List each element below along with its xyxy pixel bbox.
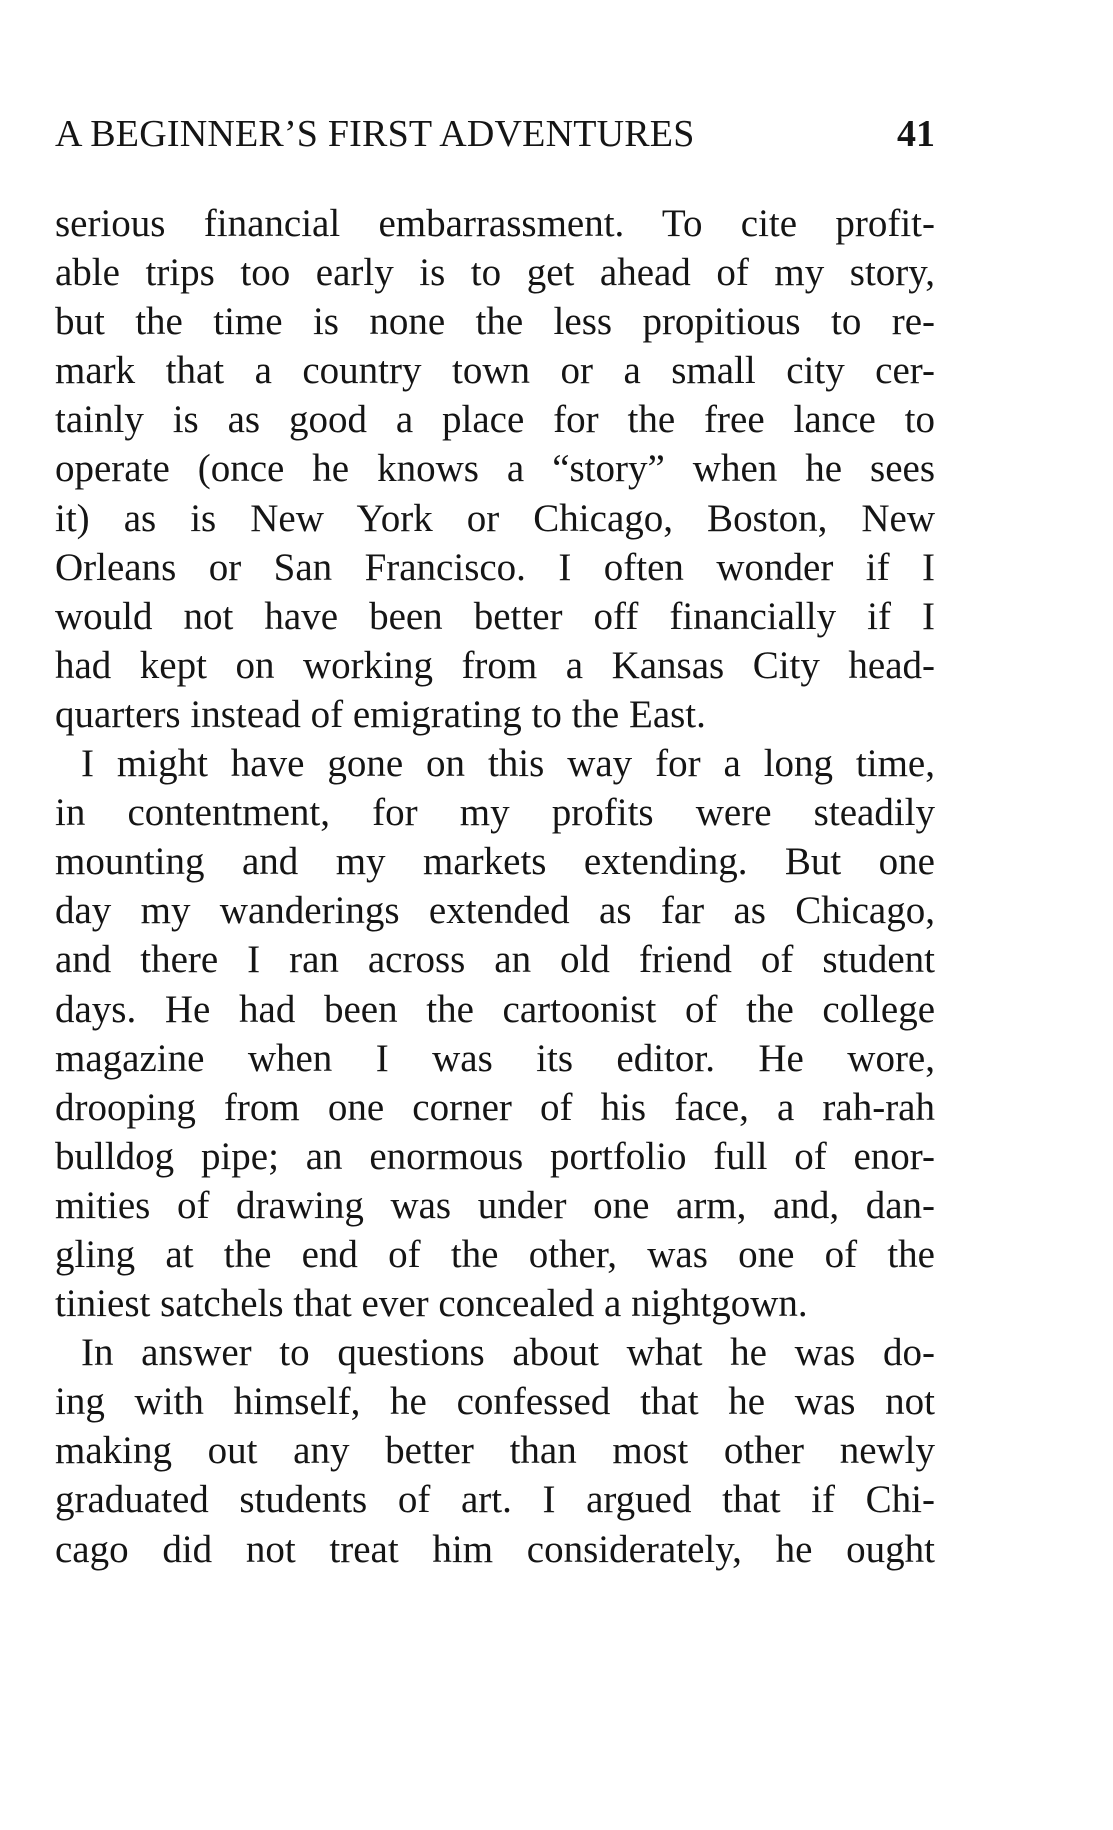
text-line: day my wanderings extended as far as Chicago,	[55, 889, 935, 933]
text-line: mark that a country town or a small city cer-	[55, 349, 935, 393]
text-line: graduated students of art. I argued that if Chi-	[55, 1478, 935, 1522]
paragraph-first-line: I might have gone on this way for a long time,	[81, 742, 935, 786]
text-line: and there I ran across an old friend of student	[55, 938, 935, 982]
paragraph-first-line: In answer to questions about what he was do-	[81, 1331, 935, 1375]
text-line: Orleans or San Francisco. I often wonder if I	[55, 545, 935, 589]
running-title: A BEGINNER’S FIRST ADVENTURES	[55, 113, 695, 155]
text-line: it) as is New York or Chicago, Boston, New	[55, 496, 935, 540]
text-line: tainly is as good a place for the free lance to	[55, 398, 935, 442]
text-line: in contentment, for my profits were steadily	[55, 791, 935, 835]
text-line: would not have been better off financially if I	[55, 594, 935, 638]
text-line: days. He had been the cartoonist of the college	[55, 987, 935, 1031]
text-line: mities of drawing was under one arm, and, dan-	[55, 1183, 935, 1227]
text-line: ing with himself, he confessed that he was not	[55, 1380, 935, 1424]
text-line: operate (once he knows a “story” when he sees	[55, 447, 935, 491]
text-line: magazine when I was its editor. He wore,	[55, 1036, 935, 1080]
text-line: serious financial embarrassment. To cite profit-	[55, 202, 935, 245]
text-line: mounting and my markets extending. But one	[55, 840, 935, 884]
text-line: making out any better than most other newly	[55, 1429, 935, 1473]
text-line: bulldog pipe; an enormous portfolio full of enor-	[55, 1134, 935, 1178]
page-number: 41	[897, 113, 935, 155]
running-head	[55, 108, 935, 160]
text-line: able trips too early is to get ahead of my story,	[55, 251, 935, 295]
text-line: drooping from one corner of his face, a rah-rah	[55, 1085, 935, 1129]
paragraph-last-line: quarters instead of emigrating to the East.	[55, 692, 706, 736]
text-line: had kept on working from a Kansas City head-	[55, 643, 935, 687]
text-line: but the time is none the less propitious to re-	[55, 300, 935, 344]
body-text	[55, 199, 935, 1574]
text-line: cago did not treat him considerately, he ought	[55, 1527, 935, 1571]
paragraph-last-line: tiniest satchels that ever concealed a nightgown.	[55, 1282, 808, 1326]
text-line: gling at the end of the other, was one of the	[55, 1232, 935, 1276]
